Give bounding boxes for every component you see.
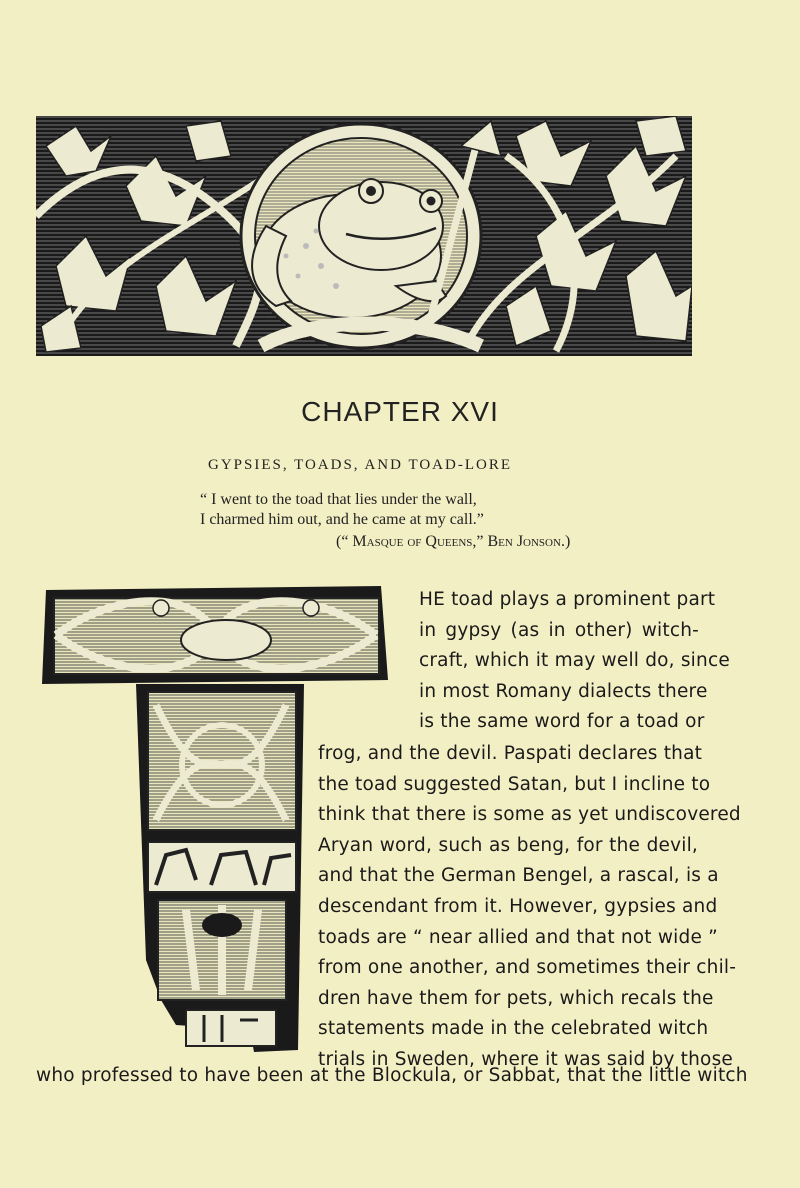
body-line: in gypsy (as in other) witch- — [419, 619, 699, 641]
body-line: descendant from it. However, gypsies and — [318, 895, 718, 917]
body-line: the toad suggested Satan, but I incline to — [318, 773, 711, 795]
body-line: toads are “ near allied and that not wide ” — [318, 926, 718, 948]
chapter-title: CHAPTER XVI — [301, 396, 499, 427]
body-line: trials in Sweden, where it was said by those — [318, 1048, 733, 1070]
epigraph-source: (“ Masque of Queens,” Ben Jonson.) — [336, 533, 571, 550]
epigraph — [200, 490, 700, 552]
body-line: who professed to have been at the Blockula, or Sabbat, that the little witch — [36, 1065, 748, 1086]
body-text-main — [318, 739, 741, 1076]
body-line: think that there is some as yet undiscovered — [318, 804, 741, 826]
body-text-beside-initial — [419, 585, 730, 738]
body-line: frog, and the devil. Paspati declares that — [318, 743, 703, 764]
body-text-full-width — [36, 1061, 748, 1092]
body-line: statements made in the celebrated witch — [318, 1018, 709, 1040]
epigraph-line-1: “ I went to the toad that lies under the wall, — [200, 491, 477, 508]
toad-headpiece-icon — [36, 116, 692, 356]
body-line: and that the German Bengel, a rascal, is a — [318, 865, 719, 887]
body-line: HE toad plays a prominent part — [419, 589, 716, 610]
body-line: from one another, and sometimes their chil- — [318, 957, 737, 979]
body-line: in most Romany dialects there — [419, 680, 708, 702]
body-line: craft, which it may well do, since — [419, 650, 730, 672]
epigraph-line-2: I charmed him out, and he came at my call.” — [200, 511, 484, 528]
body-line: dren have them for pets, which recals the — [318, 987, 714, 1009]
body-line: Aryan word, such as beng, for the devil, — [318, 834, 698, 856]
chapter-subtitle: GYPSIES, TOADS, AND TOAD-LORE — [207, 457, 512, 473]
body-line: is the same word for a toad or — [419, 711, 705, 733]
